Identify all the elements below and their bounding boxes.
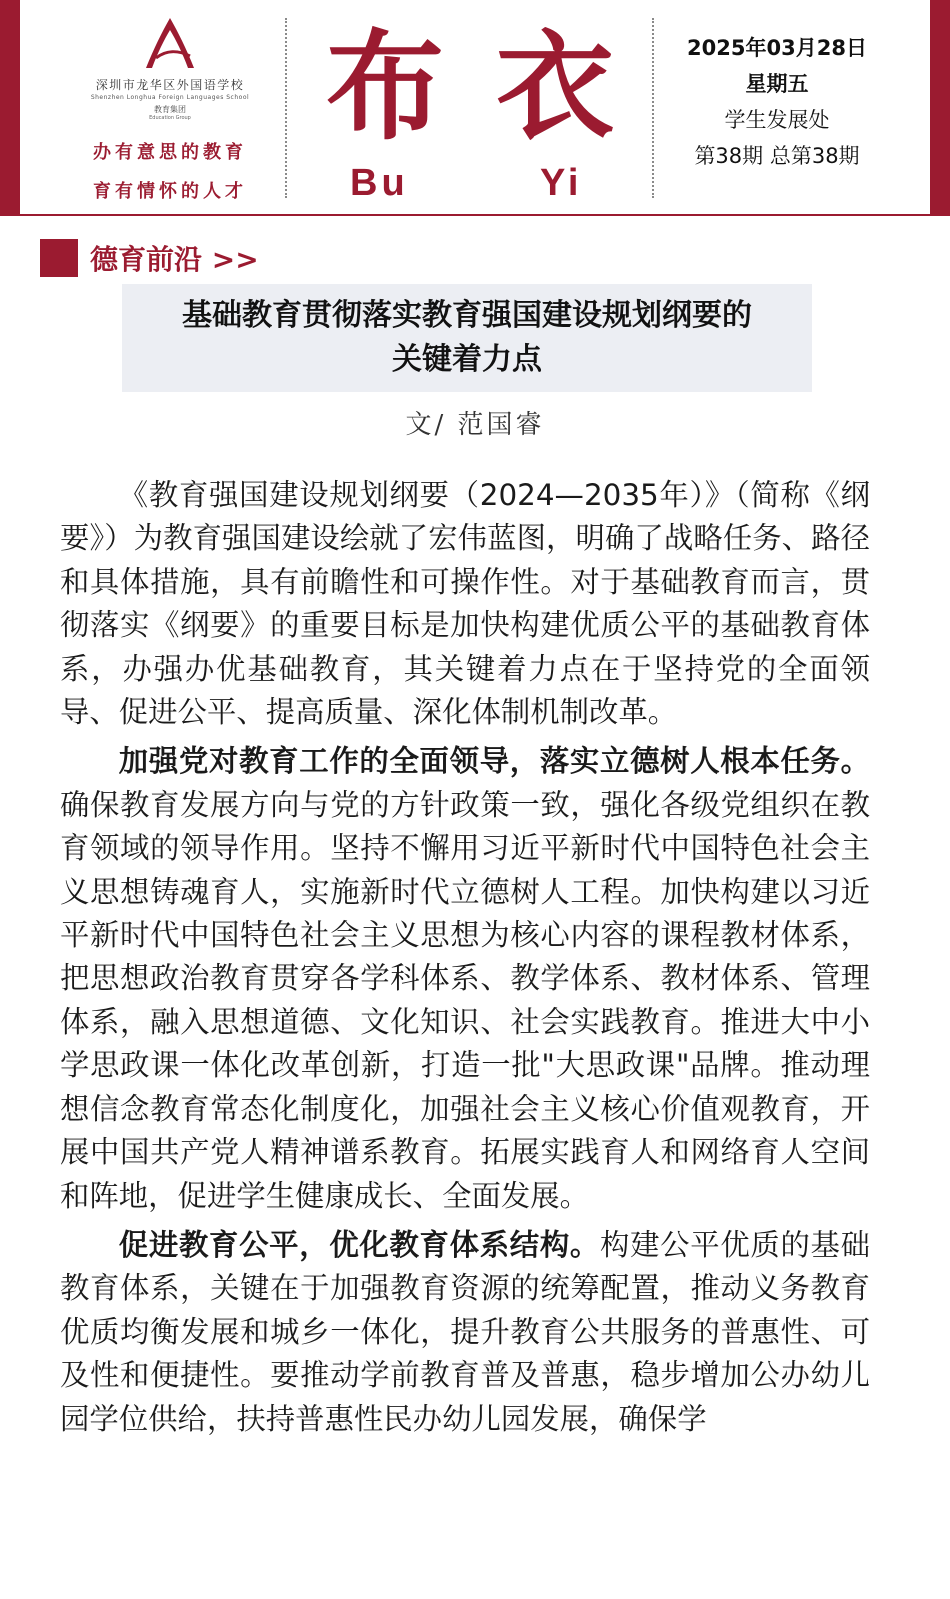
section-label-text: 德育前沿 >> (90, 243, 259, 276)
right-accent-bar (930, 0, 950, 216)
slogan-line-1: 办有意思的教育 (93, 142, 247, 163)
issue-weekday: 星期五 (745, 72, 809, 96)
paragraph-2-body: 确保教育发展方向与党的方针政策一致，强化各级党组织在教育领域的领导作用。坚持不懈用习近平新时代中国特色社会主义思想铸魂育人，实施新时代立德树人工程。加快构建以习近平新时代中国特色社会主义思想为核心内容的课程教材体系，把思想政治教育贯穿各学科体系、教学体系、教材体系、管理体系，融入思想道德、文化知识、社会实践教育。推进大中小学思政课一体化改革创新，打造一批"大思政课"品牌。推动理想信念教育常态化制度化，加强社会主义核心价值观教育，开展中国共产党人精神谱系教育。拓展实践育人和网络育人空间和阵地，促进学生健康成长、全面发展。 (60, 787, 870, 1213)
article-paragraph-1: 《教育强国建设规划纲要（2024—2035年）》（简称《纲要》）为教育强国建设绘就了宏伟蓝图，明确了战略任务、路径和具体措施，具有前瞻性和可操作性。对于基础教育而言，贯彻落实《纲要》的重要目标是加快构建优质公平的基础教育体系，办强办优基础教育，其关键着力点在于坚持党的全面领导、促进公平、提高质量、深化体制机制改革。 (60, 478, 870, 730)
slogan-line-2: 育有情怀的人才 (93, 181, 247, 202)
masthead-char-1: 布 (325, 17, 444, 156)
issue-info (662, 30, 892, 174)
article-paragraph-3 (60, 1224, 870, 1441)
school-name-cn: 深圳市龙华区外国语学校 (95, 78, 245, 92)
school-logo-icon (140, 14, 200, 74)
pinyin-2: Yi (540, 162, 583, 204)
left-accent-bar (0, 0, 20, 216)
paragraph-2-lead: 加强党对教育工作的全面领导，落实立德树人根本任务。 (118, 744, 870, 779)
school-logo-block (60, 14, 280, 121)
newsletter-header (0, 0, 950, 216)
paragraph-3-body: 构建公平优质的基础教育体系，关键在于加强教育资源的统筹配置，推动义务教育优质均衡发展和城乡一体化，提升教育公共服务的普惠性、可及性和便捷性。要推动学前教育普及普惠，稳步增加公办幼儿园学位供给，扶持普惠性民办幼儿园发展，确保学 (60, 1227, 871, 1436)
section-label (40, 238, 259, 278)
article-paragraph-2 (60, 740, 870, 1217)
issue-date: 2025年03月28日 (687, 36, 867, 60)
article-body (60, 474, 870, 1447)
masthead-char-2: 衣 (495, 17, 614, 156)
header-divider-left (285, 18, 287, 198)
issue-department: 学生发展处 (724, 108, 830, 132)
group-name-cn: 教育集团 (154, 105, 186, 114)
pinyin-1: Bu (350, 162, 409, 204)
issue-number: 第38期 总第38期 (694, 144, 860, 168)
article-title-box (122, 284, 812, 392)
article-title-line-2: 关键着力点 (392, 342, 542, 377)
article-title-line-1: 基础教育贯彻落实教育强国建设规划纲要的 (182, 298, 752, 333)
group-name-en: Education Group (149, 115, 191, 121)
masthead (300, 12, 640, 207)
section-square-icon (40, 239, 78, 277)
masthead-pinyin (340, 162, 600, 207)
masthead-title (300, 12, 640, 162)
article-byline: 文/ 范国睿 (405, 410, 545, 440)
school-name-en: Shenzhen Longhua Foreign Languages School (90, 94, 250, 101)
header-divider-right (652, 18, 654, 198)
paragraph-3-lead: 促进教育公平，优化教育体系结构。 (118, 1227, 601, 1262)
